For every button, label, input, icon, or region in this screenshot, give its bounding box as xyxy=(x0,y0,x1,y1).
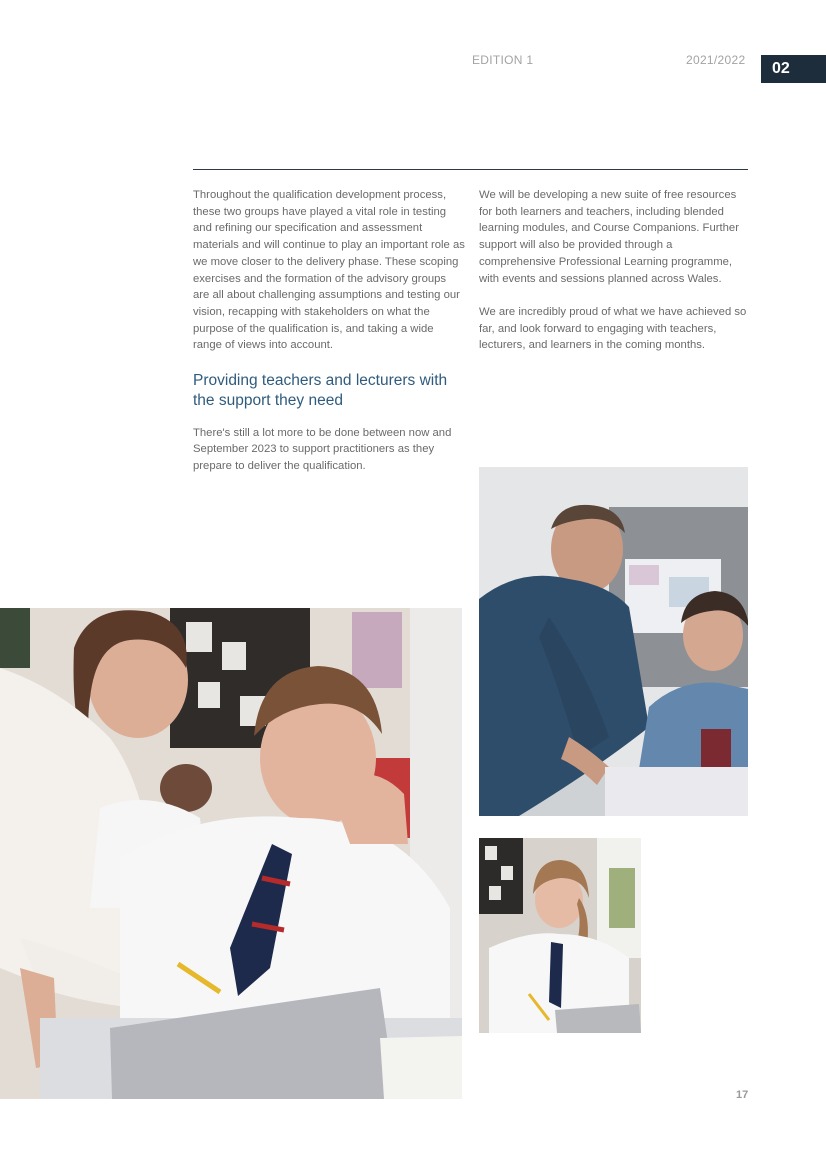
right-paragraph-1: We will be developing a new suite of free resources for both learners and teachers, including blended learning modules, and Course Companions. Further support will also be provided through a comprehensive Professional Learning programme, with events and sessions planned across Wales. xyxy=(479,189,739,285)
year-label: 2021/2022 xyxy=(686,53,746,67)
photo-teacher-with-student xyxy=(479,467,748,816)
top-divider xyxy=(193,169,748,170)
left-paragraph-1: Throughout the qualification development process, these two groups have played a vital role in testing and refining our specification and assessment materials and will continue to play an important role as we move closer to the delivery phase. These scoping exercises and the formation of the advisory groups are all about challenging assumptions and testing our vision, recapping with stakeholders on what the purpose of the qualification is, and taking a wide range of views into account. xyxy=(193,189,465,352)
photo-pupil-at-laptop xyxy=(479,838,641,1033)
edition-label: EDITION 1 xyxy=(472,53,534,67)
left-paragraph-2: There's still a lot more to be done between now and September 2023 to support practitioners as they prepare to deliver the qualification. xyxy=(193,426,452,473)
right-paragraph-2: We are incredibly proud of what we have achieved so far, and look forward to engaging with teachers, lecturers, and learners in the coming months. xyxy=(479,305,747,352)
right-text-column xyxy=(479,187,751,371)
page-number: 17 xyxy=(736,1089,749,1101)
section-subheading: Providing teachers and lecturers with the support they need xyxy=(193,371,448,409)
section-tab: 02 xyxy=(761,55,826,83)
left-text-column xyxy=(193,187,465,492)
photo-teacher-and-pupil-classroom xyxy=(0,608,462,1099)
